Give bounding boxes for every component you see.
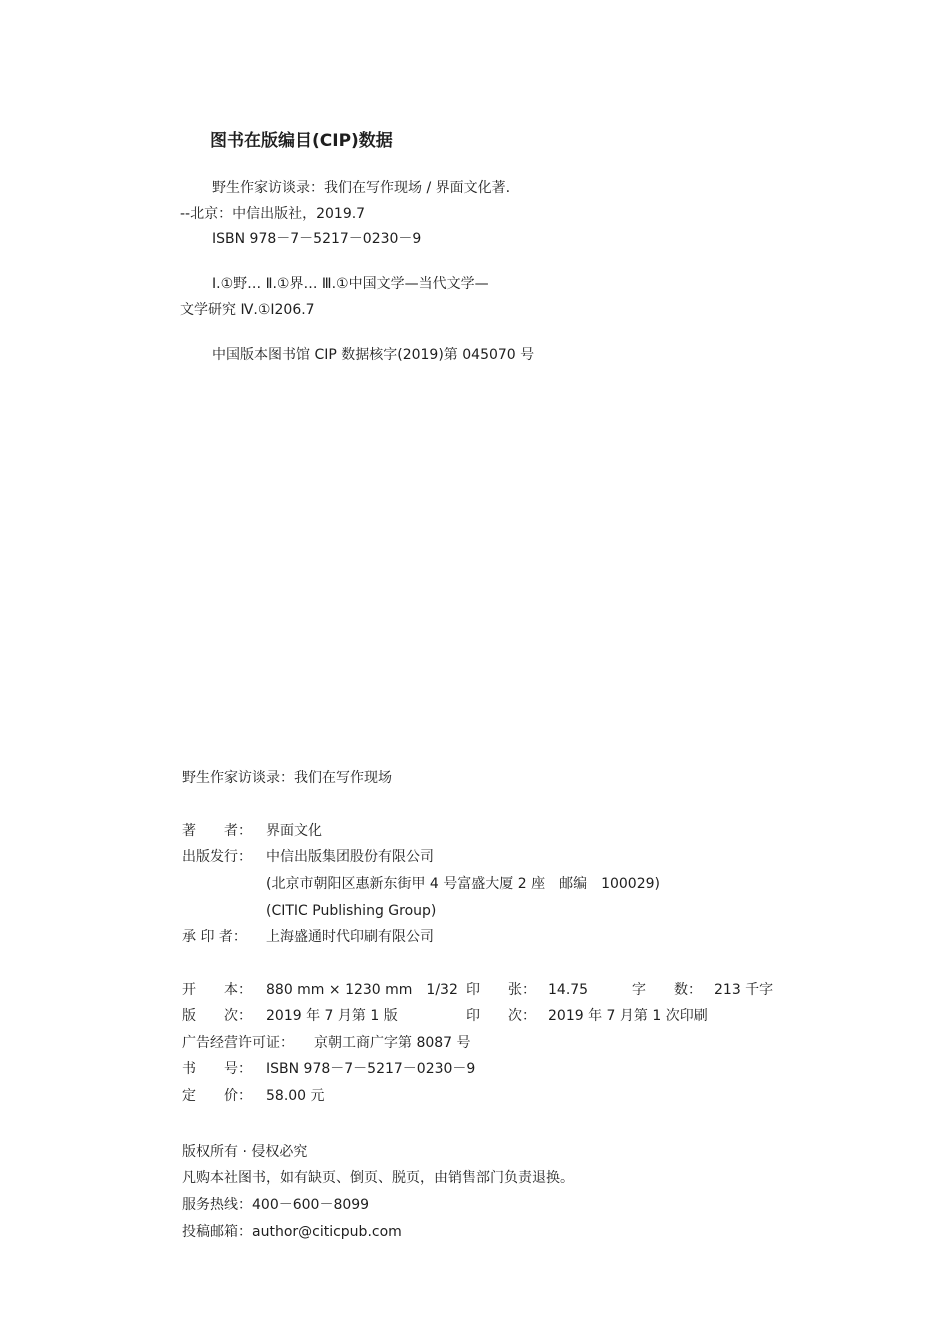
words-label: 字 数： xyxy=(632,982,702,998)
cip-isbn: ISBN 978－7－5217－0230－9 xyxy=(212,231,422,247)
submission-email: 投稿邮箱：author@citicpub.com xyxy=(182,1224,402,1240)
printing-label: 印 次： xyxy=(466,1008,536,1024)
cip-line-2: --北京：中信出版社，2019.7 xyxy=(180,206,366,222)
format-label: 开 本： xyxy=(182,982,252,998)
book-name: 野生作家访谈录：我们在写作现场 xyxy=(182,770,392,786)
cip-classification-2: 文学研究 Ⅳ.①I206.7 xyxy=(180,302,315,318)
price-value: 58.00 元 xyxy=(266,1088,325,1104)
publisher-english: (CITIC Publishing Group) xyxy=(266,903,437,919)
printer-value: 上海盛通时代印刷有限公司 xyxy=(266,929,434,945)
publisher-address: (北京市朝阳区惠新东街甲 4 号富盛大厦 2 座 邮编 100029) xyxy=(266,876,660,892)
book-number-value: ISBN 978－7－5217－0230－9 xyxy=(266,1061,476,1077)
printer-label: 承 印 者： xyxy=(182,929,247,945)
cip-classification-1: Ⅰ.①野… Ⅱ.①界… Ⅲ.①中国文学—当代文学— xyxy=(212,276,489,292)
edition-label: 版 次： xyxy=(182,1008,252,1024)
printing-value: 2019 年 7 月第 1 次印刷 xyxy=(548,1008,708,1024)
edition-value: 2019 年 7 月第 1 版 xyxy=(266,1008,398,1024)
words-value: 213 千字 xyxy=(714,982,774,998)
author-value: 界面文化 xyxy=(266,823,322,839)
format-value: 880 mm × 1230 mm 1/32 xyxy=(266,982,458,998)
service-hotline: 服务热线：400－600－8099 xyxy=(182,1197,370,1213)
author-label: 著 者： xyxy=(182,823,252,839)
cip-number: 中国版本图书馆 CIP 数据核字(2019)第 045070 号 xyxy=(212,347,535,363)
defects-notice: 凡购本社图书，如有缺页、倒页、脱页，由销售部门负责退换。 xyxy=(182,1170,574,1186)
ad-license-value: 京朝工商广字第 8087 号 xyxy=(314,1035,471,1051)
sheets-value: 14.75 xyxy=(548,982,589,998)
publisher-label: 出版发行： xyxy=(182,849,252,865)
cip-line-1: 野生作家访谈录：我们在写作现场 / 界面文化著. xyxy=(212,180,511,196)
book-number-label: 书 号： xyxy=(182,1061,252,1077)
cip-title: 图书在版编目(CIP)数据 xyxy=(210,131,393,151)
ad-license-label: 广告经营许可证： xyxy=(182,1035,294,1051)
price-label: 定 价： xyxy=(182,1088,252,1104)
sheets-label: 印 张： xyxy=(466,982,536,998)
publisher-value: 中信出版集团股份有限公司 xyxy=(266,849,434,865)
copyright-notice: 版权所有 · 侵权必究 xyxy=(182,1144,308,1160)
